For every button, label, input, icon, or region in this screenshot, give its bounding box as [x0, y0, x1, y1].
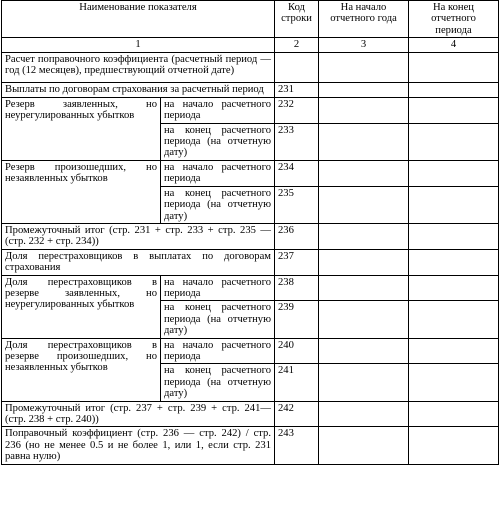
row-label: Выплаты по договорам страхования за расчетный период [2, 83, 275, 97]
col-number-4: 4 [409, 38, 499, 52]
table-row [2, 427, 499, 464]
row-sublabel: на конец расчетного периода (на отчетную дату) [161, 186, 275, 223]
row-value-start [319, 223, 409, 249]
row-code: 241 [275, 364, 319, 401]
row-label: Поправочный коэффициент (стр. 236 — стр. 242) / стр. 236 (но не менее 0.5 и не более 1, или 1, если стр. 231 равна нулю) [2, 427, 275, 464]
row-value-end [409, 427, 499, 464]
row-value-end [409, 83, 499, 97]
table-row [2, 97, 499, 123]
row-label: Доля перестраховщиков в резерве заявленных, но неурегулированных убытков [2, 275, 161, 338]
row-code: 234 [275, 160, 319, 186]
row-sublabel: на конец расчетного периода (на отчетную дату) [161, 301, 275, 338]
row-value-start [319, 301, 409, 338]
row-sublabel: на конец расчетного периода (на отчетную дату) [161, 123, 275, 160]
row-value-end [409, 52, 499, 83]
row-label: Резерв произошедших, но незаявленных убытков [2, 160, 161, 223]
row-code: 240 [275, 338, 319, 364]
row-value-start [319, 249, 409, 275]
reserve-calculation-table [1, 0, 499, 465]
row-label: Резерв заявленных, но неурегулированных убытков [2, 97, 161, 160]
row-value-end [409, 364, 499, 401]
row-value-start [319, 338, 409, 364]
table-row [2, 223, 499, 249]
row-value-start [319, 275, 409, 301]
row-value-end [409, 401, 499, 427]
row-value-start [319, 52, 409, 83]
table-row [2, 249, 499, 275]
row-code: 242 [275, 401, 319, 427]
row-value-end [409, 97, 499, 123]
header-end: На конец отчетного периода [409, 1, 499, 38]
row-value-start [319, 160, 409, 186]
table-row [2, 401, 499, 427]
row-value-end [409, 249, 499, 275]
row-value-end [409, 275, 499, 301]
table-row [2, 275, 499, 301]
col-number-2: 2 [275, 38, 319, 52]
row-code: 235 [275, 186, 319, 223]
row-sublabel: на начало расчетного периода [161, 275, 275, 301]
row-value-start [319, 97, 409, 123]
row-label: Промежуточный итог (стр. 231 + стр. 233 + стр. 235 — (стр. 232 + стр. 234)) [2, 223, 275, 249]
col-number-1: 1 [2, 38, 275, 52]
row-value-end [409, 301, 499, 338]
row-label: Доля перестраховщиков в выплатах по договорам страхования [2, 249, 275, 275]
row-label: Промежуточный итог (стр. 237 + стр. 239 + стр. 241— (стр. 238 + стр. 240)) [2, 401, 275, 427]
row-code: 232 [275, 97, 319, 123]
header-row [2, 1, 499, 38]
row-code: 233 [275, 123, 319, 160]
row-code: 239 [275, 301, 319, 338]
table-row [2, 160, 499, 186]
col-number-3: 3 [319, 38, 409, 52]
row-code: 243 [275, 427, 319, 464]
row-code: 236 [275, 223, 319, 249]
table-row [2, 338, 499, 364]
row-sublabel: на начало расчетного периода [161, 97, 275, 123]
row-value-end [409, 160, 499, 186]
row-code: 237 [275, 249, 319, 275]
table-row [2, 52, 499, 83]
row-label: Доля перестраховщиков в резерве произошедших, но незаявленных убытков [2, 338, 161, 401]
header-code: Код строки [275, 1, 319, 38]
row-sublabel: на конец расчетного периода (на отчетную дату) [161, 364, 275, 401]
row-value-end [409, 338, 499, 364]
header-name: Наименование показателя [2, 1, 275, 38]
row-sublabel: на начало расчетного периода [161, 160, 275, 186]
column-numbers-row [2, 38, 499, 52]
header-start: На начало отчетного года [319, 1, 409, 38]
row-value-start [319, 83, 409, 97]
row-value-start [319, 427, 409, 464]
row-code: 231 [275, 83, 319, 97]
table-row [2, 83, 499, 97]
row-value-end [409, 123, 499, 160]
row-value-end [409, 223, 499, 249]
row-code [275, 52, 319, 83]
row-value-start [319, 123, 409, 160]
row-code: 238 [275, 275, 319, 301]
row-sublabel: на начало расчетного периода [161, 338, 275, 364]
row-value-start [319, 401, 409, 427]
row-label: Расчет поправочного коэффициента (расчетный период — год (12 месяцев), предшествующий отчетной дате) [2, 52, 275, 83]
row-value-start [319, 364, 409, 401]
row-value-end [409, 186, 499, 223]
row-value-start [319, 186, 409, 223]
